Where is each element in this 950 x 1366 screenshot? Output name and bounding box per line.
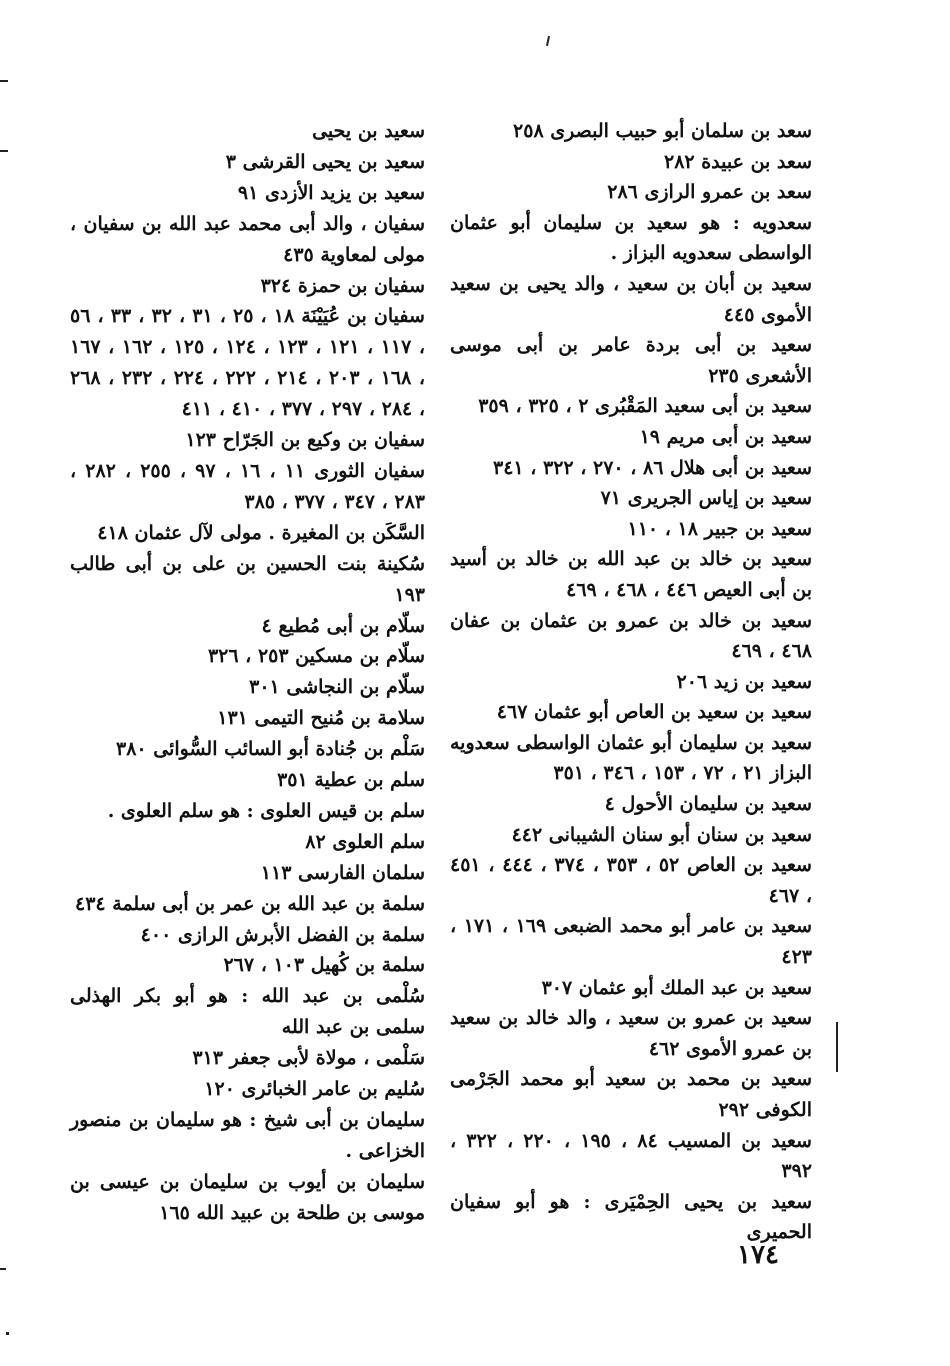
index-entry: سلم العلوى ٨٢ xyxy=(305,830,425,853)
scan-mark xyxy=(6,1332,9,1335)
index-entry: سعيد بن عبد الملك أبو عثمان ٣٠٧ xyxy=(541,976,812,999)
scan-mark xyxy=(836,1022,838,1072)
index-entry: سعيد بن المسيب ٨٤ ، ١٩٥ ، ٢٢٠ ، ٣٢٢ ، ٣٩٢ xyxy=(450,1129,812,1183)
index-entry: سعيد بن سنان أبو سنان الشيبانى ٤٤٢ xyxy=(511,823,812,846)
index-entry: سعيد بن يحيى القرشى ٣ xyxy=(225,150,425,173)
index-entry: سفيان الثورى ١١ ، ١٦ ، ٩٧ ، ٢٥٥ ، ٢٨٢ ، ٢٨٣ ، ٣٤٧ ، ٣٧٧ ، ٣٨٥ xyxy=(70,459,425,513)
index-entry: سعيد بن أبان بن سعيد ، والد يحيى بن سعيد الأموى ٤٤٥ xyxy=(450,272,812,326)
index-entry: سُلْمى بن عبد الله : هو أبو بكر الهذلى سلمى بن عبد الله xyxy=(70,985,425,1039)
index-entry: سليمان بن أيوب بن سليمان بن عيسى بن موسى بن طلحة بن عبيد الله ١٦٥ xyxy=(70,1170,425,1224)
index-entry: سعد بن عبيدة ٢٨٢ xyxy=(663,150,812,173)
index-entry: سعيد بن العاص ٥٢ ، ٣٥٣ ، ٣٧٤ ، ٤٤٤ ، ٤٥١ ، ٤٦٧ xyxy=(450,854,812,907)
right-column xyxy=(450,116,812,1248)
index-entry: سُليم بن عامر الخبائرى ١٢٠ xyxy=(204,1078,425,1101)
index-entry: سعيد بن عمرو بن سعيد ، والد خالد بن سعيد بن عمرو الأموى ٤٦٢ xyxy=(450,1007,812,1060)
index-entry: سُكينة بنت الحسين بن على بن أبى طالب ١٩٣ xyxy=(70,552,425,606)
index-entry: سعيد بن خالد بن عبد الله بن خالد بن أسيد بن أبى العيص ٤٤٦ ، ٤٦٨ ، ٤٦٩ xyxy=(450,548,812,601)
index-entry: سعيد بن خالد بن عمرو بن عثمان بن عفان ٤٦٨ ، ٤٦٩ xyxy=(450,609,812,663)
left-column xyxy=(70,116,425,1229)
index-entry: سلمان الفارسى ١١٣ xyxy=(260,861,425,884)
index-entry: سعيد بن زيد ٢٠٦ xyxy=(676,670,812,693)
index-entry: سعد بن عمرو الرازى ٢٨٦ xyxy=(607,181,812,204)
index-entry: سعيد بن أبى مريم ١٩ xyxy=(639,425,812,448)
index-entry: سلّام بن مسكين ٢٥٣ ، ٣٢٦ xyxy=(207,645,425,668)
scan-mark xyxy=(0,1268,6,1270)
index-entry: سعيد بن جبير ١٨ ، ١١٠ xyxy=(627,517,812,540)
index-entry: سعد بن سلمان أبو حبيب البصرى ٢٥٨ xyxy=(513,120,812,142)
index-entry: السَّكَن بن المغيرة . مولى لآل عثمان ٤١٨ xyxy=(97,521,425,544)
index-entry: سلمة بن عبد الله بن عمر بن أبى سلمة ٤٣٤ xyxy=(75,892,425,915)
index-entry: سلم بن قيس العلوى : هو سلم العلوى . xyxy=(107,799,425,822)
index-entry: سعيد بن سليمان الأحول ٤ xyxy=(604,793,812,816)
index-entry: سلّام بن أبى مُطيع ٤ xyxy=(261,614,425,637)
index-entry: سلم بن عطية ٣٥١ xyxy=(277,769,425,792)
index-entry: سعيد بن أبى بردة عامر بن أبى موسى الأشعرى ٢٣٥ xyxy=(450,334,812,387)
index-entry: سعيد بن يحيى الحِمْيَرى : هو أبو سفيان الحميرى xyxy=(450,1190,812,1244)
index-entry: سفيان بن عُيَيْنَة ١٨ ، ٢٥ ، ٣١ ، ٣٢ ، ٣٣ ، ٥٦ ، ١١٧ ، ١٢١ ، ١٢٣ ، ١٢٤ ، ١٢٥ ، ١٦٢ ، ١٦٧ ، ١٦٨ ، ٢٠٣ ، ٢١٤ ، ٢٢٢ ، ٢٢٤ ، ٢٣٢ ، ٢٦٨ ، ٢٨٤ ، ٢٩٧ ، ٣٧٧ ، ٤١٠ ، ٤١١ xyxy=(70,305,425,421)
index-entry: سعيد بن يزيد الأزدى ٩١ xyxy=(237,181,425,204)
index-entry: سعيد بن عامر أبو محمد الضبعى ١٦٩ ، ١٧١ ، ٤٢٣ xyxy=(450,915,812,969)
index-entry: سليمان بن أبى شيخ : هو سليمان بن منصور الخزاعى . xyxy=(70,1109,425,1162)
index-entry: سَلْم بن جُنادة أبو السائب السُّوائى ٣٨٠ xyxy=(116,738,425,761)
index-entry: سَلْمى ، مولاة لأبى جعفر ٣١٣ xyxy=(192,1047,425,1070)
scan-mark xyxy=(0,80,8,82)
page-number: ١٧٤ xyxy=(737,1240,779,1270)
scan-mark xyxy=(546,36,550,46)
index-entry: سلمة بن الفضل الأبرش الرازى ٤٠٠ xyxy=(140,923,425,946)
index-entry: سلامة بن مُنيح التيمى ١٣١ xyxy=(217,707,425,730)
index-entry: سعيد بن محمد بن سعيد أبو محمد الجَرْمى الكوفى ٢٩٢ xyxy=(450,1068,812,1121)
index-entry: سلمة بن كُهيل ١٠٣ ، ٢٦٧ xyxy=(223,954,425,977)
index-entry: سعيد بن إياس الجريرى ٧١ xyxy=(600,487,812,510)
index-entry: سعيد بن أبى هلال ٨٦ ، ٢٧٠ ، ٣٢٢ ، ٣٤١ xyxy=(493,456,812,479)
index-entry: سعيد بن أبى سعيد المَقْبُرى ٢ ، ٣٢٥ ، ٣٥٩ xyxy=(478,395,812,418)
scan-mark xyxy=(0,150,8,152)
index-entry: سفيان ، والد أبى محمد عبد الله بن سفيان ، مولى لمعاوية ٤٣٥ xyxy=(70,212,425,266)
index-entry: سعدويه : هو سعيد بن سليمان أبو عثمان الواسطى سعدويه البزاز . xyxy=(450,211,812,265)
index-entry: سعيد بن سليمان أبو عثمان الواسطى سعدويه البزاز ٢١ ، ٧٢ ، ١٥٣ ، ٣٤٦ ، ٣٥١ xyxy=(450,731,812,785)
index-entry: سفيان بن وكيع بن الجَرّاح ١٢٣ xyxy=(185,429,425,452)
index-entry: سعيد بن سعيد بن العاص أبو عثمان ٤٦٧ xyxy=(496,701,812,724)
index-entry: سلّام بن النجاشى ٣٠١ xyxy=(249,676,425,699)
index-entry: سعيد بن يحيى xyxy=(312,120,425,142)
index-entry: سفيان بن حمزة ٣٢٤ xyxy=(260,274,425,297)
